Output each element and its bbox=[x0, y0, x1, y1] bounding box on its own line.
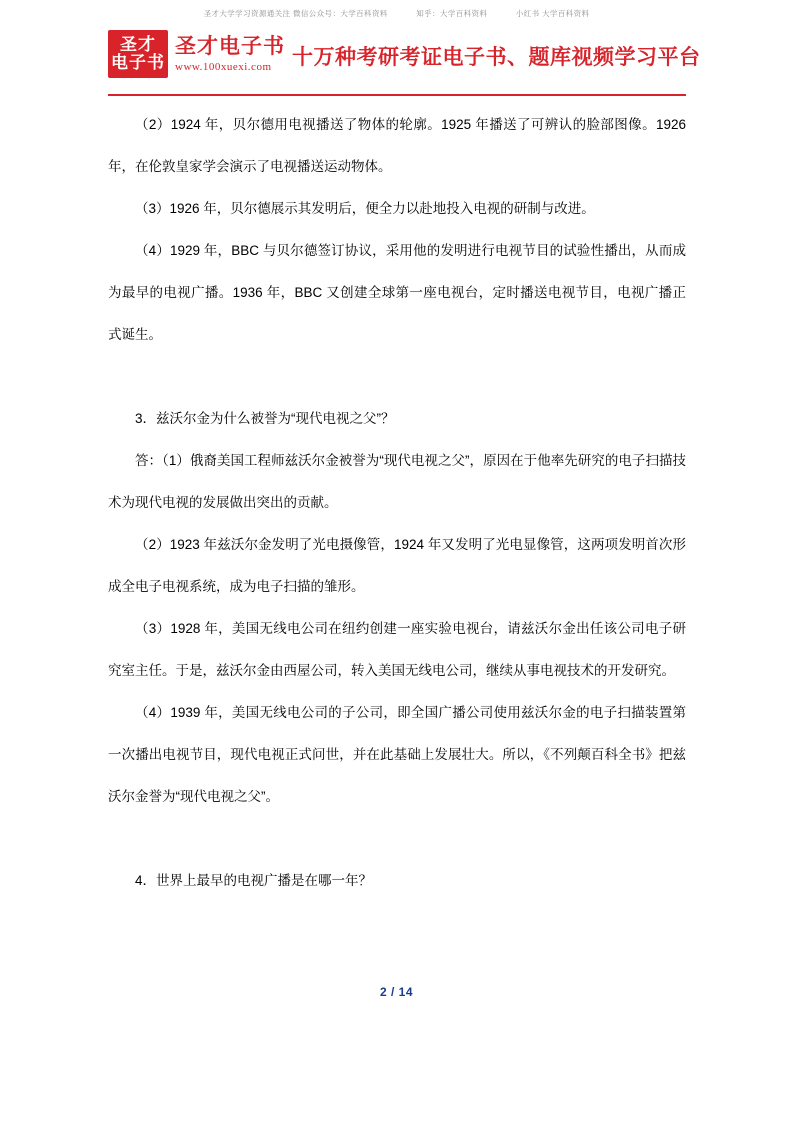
logo-mark-icon bbox=[108, 30, 168, 78]
watermark-item-2: 知乎：大学百科资料 bbox=[416, 9, 488, 18]
section-spacer bbox=[108, 818, 686, 860]
paragraph: 答：（1）俄裔美国工程师兹沃尔金被誉为“现代电视之父”，原因在于他率先研究的电子扫描技术为现代电视的发展做出突出的贡献。 bbox=[108, 453, 686, 510]
paragraph: （3）1928 年，美国无线电公司在纽约创建一座实验电视台，请兹沃尔金出任该公司电子研究室主任。于是，兹沃尔金由西屋公司，转入美国无线电公司，继续从事电视技术的开发研究。 bbox=[108, 621, 686, 678]
logo-mark-line2: 电子书 bbox=[111, 53, 165, 72]
question-heading-4: 4．世界上最早的电视广播是在哪一年？ bbox=[135, 873, 373, 888]
watermark-line bbox=[0, 8, 793, 19]
brand-url: www.100xuexi.com bbox=[175, 61, 272, 74]
paragraph: （4）1929 年，BBC 与贝尔德签订协议，采用他的发明进行电视节目的试验性播出，从而成为最早的电视广播。1936 年，BBC 又创建全球第一座电视台，定时播送电视节目，电视广播正式诞生。 bbox=[108, 243, 686, 342]
header-divider bbox=[108, 94, 686, 96]
section-spacer bbox=[108, 356, 686, 398]
paragraph: （2）1923 年兹沃尔金发明了光电摄像管，1924 年又发明了光电显像管，这两项发明首次形成全电子电视系统，成为电子扫描的雏形。 bbox=[108, 537, 686, 594]
paragraph: （3）1926 年，贝尔德展示其发明后，便全力以赴地投入电视的研制与改进。 bbox=[135, 201, 595, 216]
paragraph: （2）1924 年，贝尔德用电视播送了物体的轮廓。1925 年播送了可辨认的脸部图像。1926 年，在伦敦皇家学会演示了电视播送运动物体。 bbox=[108, 117, 686, 174]
paragraph: （4）1939 年，美国无线电公司的子公司，即全国广播公司使用兹沃尔金的电子扫描装置第一次播出电视节目，现代电视正式问世，并在此基础上发展壮大。所以，《不列颠百科全书》把兹沃尔金誉为“现代电视之父”。 bbox=[108, 705, 686, 804]
page-header bbox=[0, 30, 793, 92]
brand-text bbox=[175, 35, 285, 73]
question-heading-3: 3．兹沃尔金为什么被誉为“现代电视之父”？ bbox=[135, 411, 395, 426]
logo-mark-line1: 圣才 bbox=[120, 35, 156, 55]
brand-logo bbox=[108, 30, 285, 78]
header-slogan: 十万种考研考证电子书、题库视频学习平台 bbox=[292, 46, 701, 69]
page-number: 2 / 14 bbox=[379, 985, 414, 999]
document-body bbox=[108, 104, 686, 902]
watermark-item-3: 小红书 大学百科资料 bbox=[515, 9, 590, 18]
watermark-item-1: 圣才大学学习资源通关注 微信公众号：大学百科资料 bbox=[203, 9, 388, 18]
brand-name: 圣才电子书 bbox=[175, 34, 285, 58]
